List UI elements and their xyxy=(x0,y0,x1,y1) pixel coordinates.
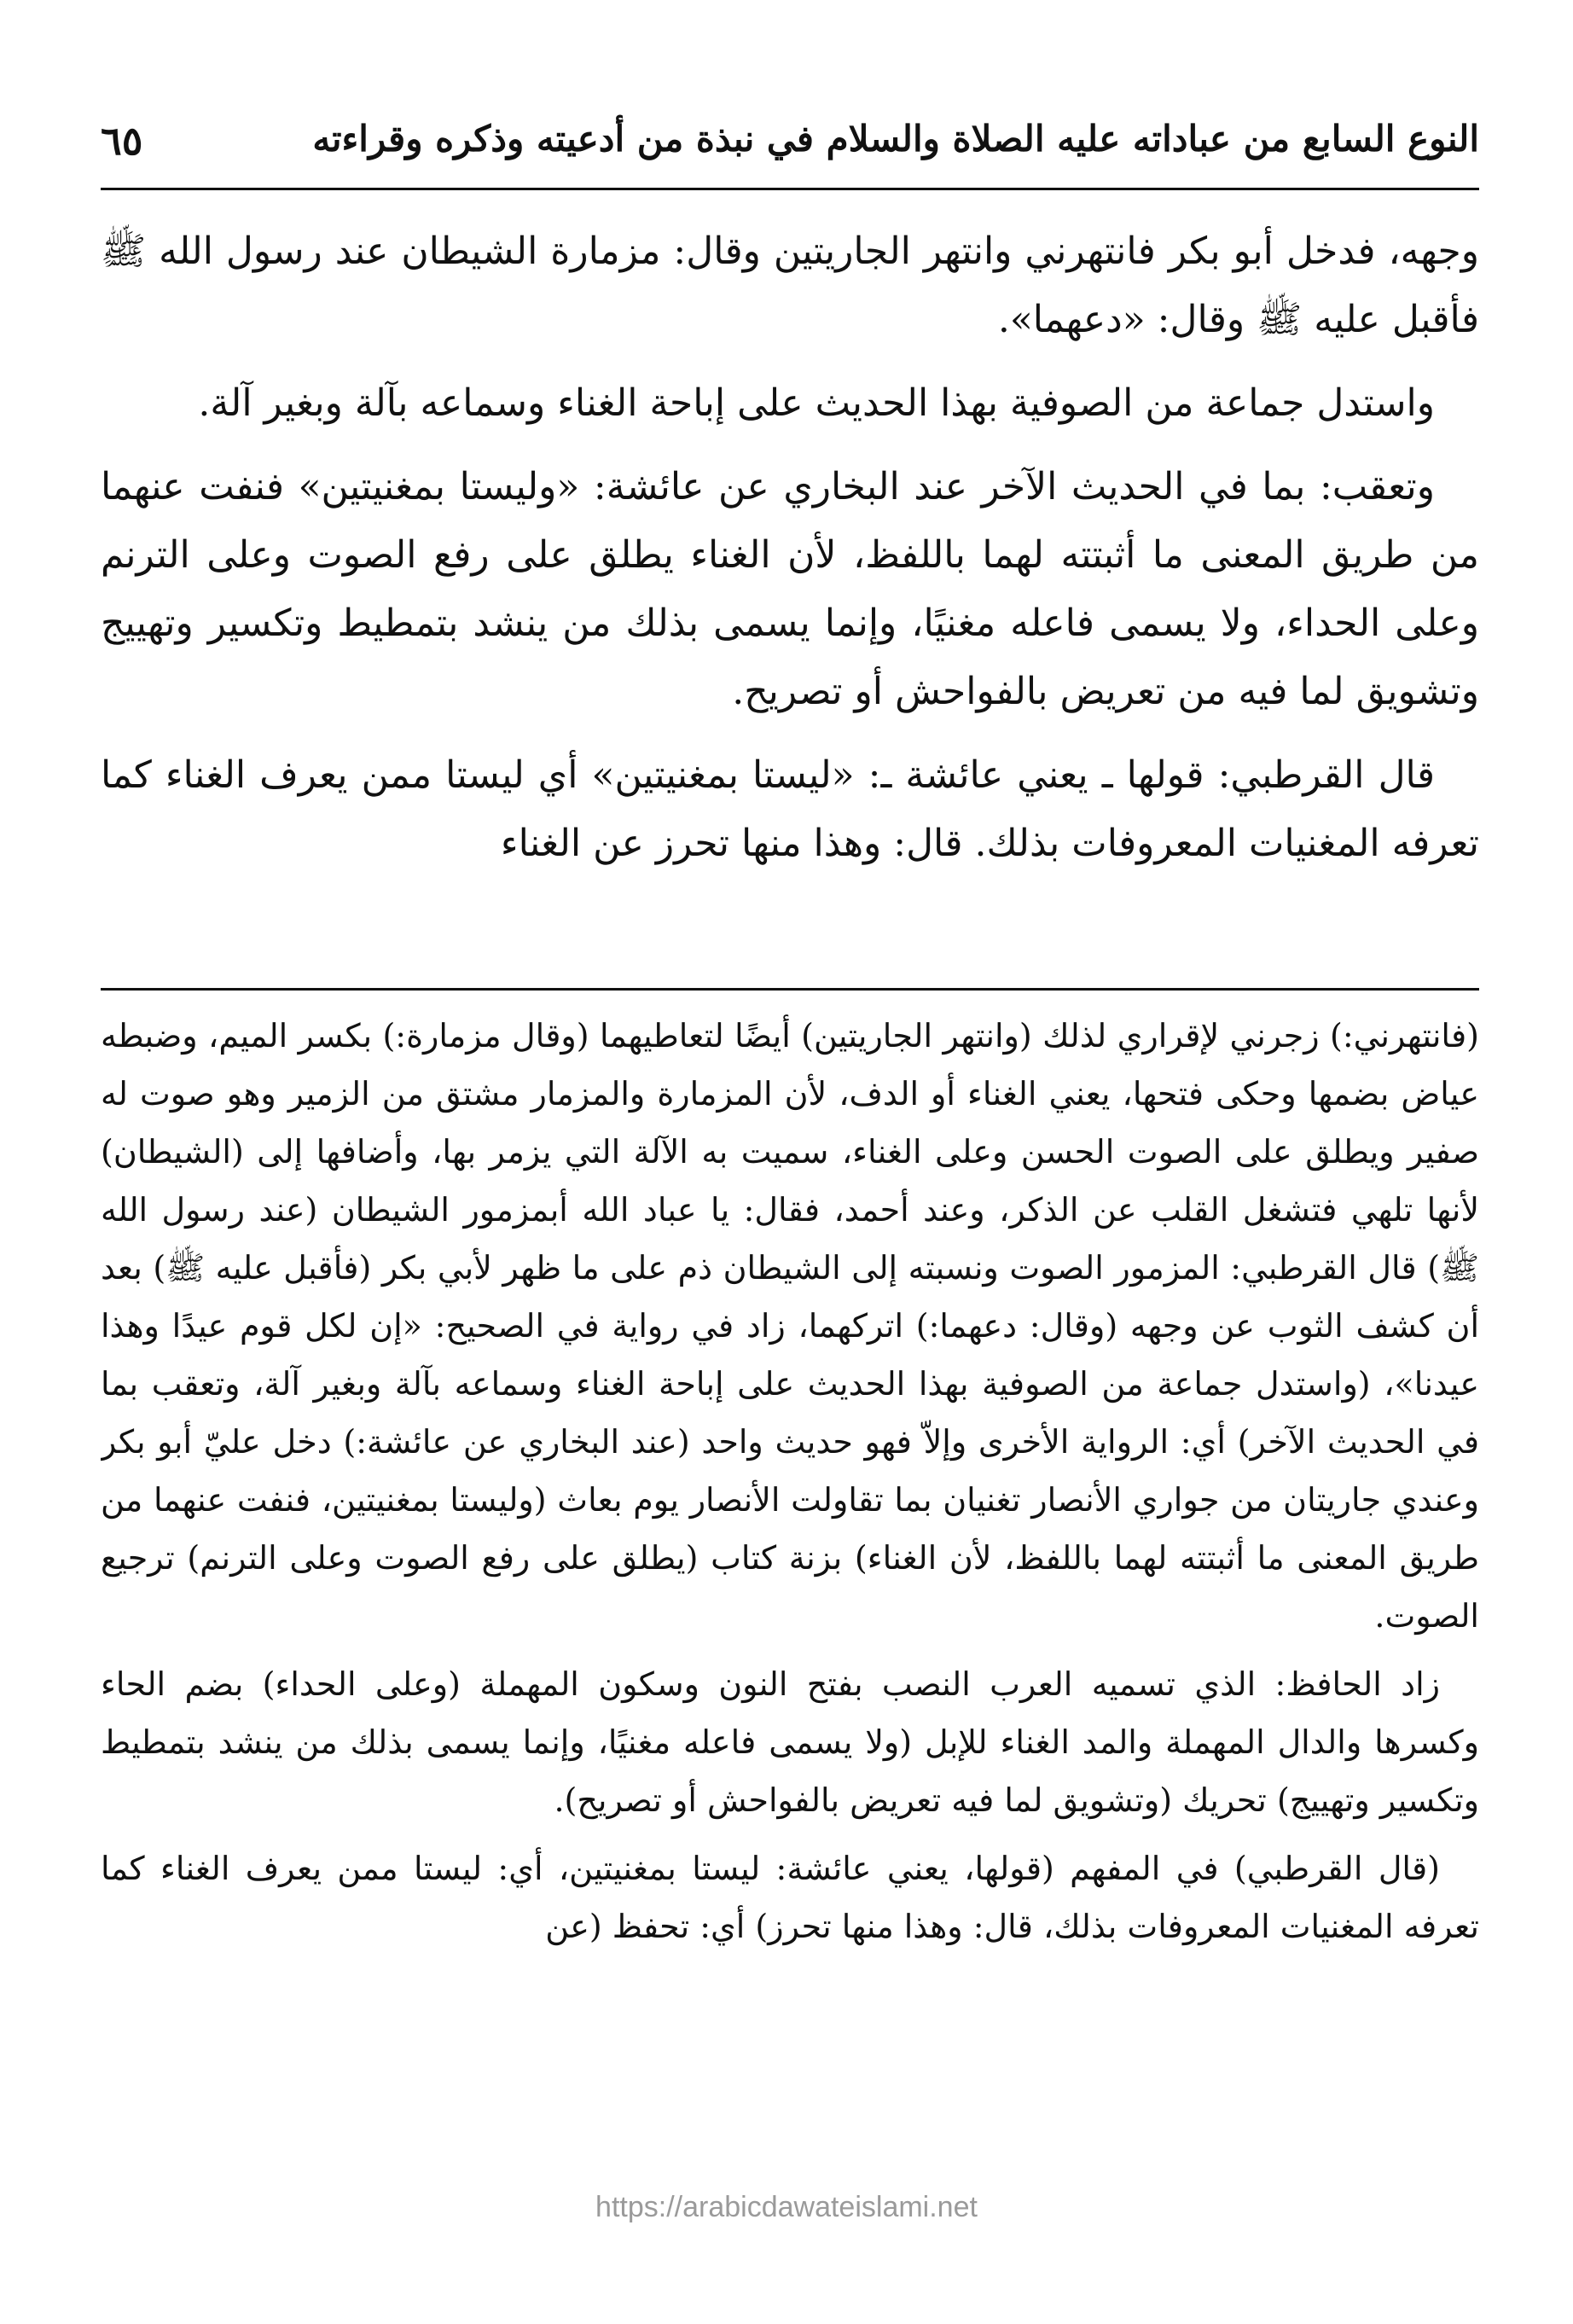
main-paragraph: وتعقب: بما في الحديث الآخر عند البخاري عن عائشة: «وليستا بمغنيتين» فنفت عنهما من طريق المعنى ما أثبتته لهما باللفظ، لأن الغناء يطلق على رفع الصوت وعلى الترنم وعلى الحداء، ولا يسمى فاعله مغنيًا، وإنما يسمى بذلك من ينشد بتمطيط وتكسير وتهييج وتشويق لما فيه من تعريض بالفواحش أو تصريح. xyxy=(101,465,1479,713)
watermark-url: https://arabicdawateislami.net xyxy=(595,2191,978,2223)
main-paragraph: واستدل جماعة من الصوفية بهذا الحديث على إباحة الغناء وسماعه بآلة وبغير آلة. xyxy=(198,381,1435,425)
footnote-divider xyxy=(101,988,1479,991)
running-header xyxy=(101,109,1479,190)
main-paragraph: وجهه، فدخل أبو بكر فانتهرني وانتهر الجاريتين وقال: مزمارة الشيطان عند رسول الله ﷺ فأقبل عليه ﷺ وقال: «دعهما». xyxy=(101,229,1479,341)
main-text-body xyxy=(101,218,1479,977)
page-number: ٦٥ xyxy=(101,118,143,164)
header-title: النوع السابع من عباداته عليه الصلاة والسلام في نبذة من أدعيته وذكره وقراءته xyxy=(312,118,1479,160)
note-paragraph: (قال القرطبي) في المفهم (قولها، يعني عائشة: ليستا بمغنيتين، أي: ليستا ممن يعرف الغناء كما تعرفه المغنيات المعروفات بذلك، قال: وهذا منها تحرز) أي: تحفظ (عن xyxy=(101,1850,1479,1945)
note-paragraph: زاد الحافظ: الذي تسميه العرب النصب بفتح النون وسكون المهملة (وعلى الحداء) بضم الحاء وكسرها والدال المهملة والمد الغناء للإبل (ولا يسمى فاعله مغنيًا، وإنما يسمى بذلك من ينشد بتمطيط وتكسير وتهييج) تحريك (وتشويق لما فيه تعريض بالفواحش أو تصريح). xyxy=(101,1665,1479,1819)
commentary-notes xyxy=(101,1007,1479,2184)
main-paragraph: قال القرطبي: قولها ـ يعني عائشة ـ: «ليستا بمغنيتين» أي ليستا ممن يعرف الغناء كما تعرفه المغنيات المعروفات بذلك. قال: وهذا منها تحرز عن الغناء xyxy=(101,753,1479,865)
note-paragraph: (فانتهرني:) زجرني لإقراري لذلك (وانتهر الجاريتين) أيضًا لتعاطيهما (وقال مزمارة:) بكسر الميم، وضبطه عياض بضمها وحكى فتحها، يعني الغناء أو الدف، لأن المزمارة والمزمار مشتق من الزمير وهو صوت له صفير ويطلق على الصوت الحسن وعلى الغناء، سميت به الآلة التي يزمر بها، وأضافها إلى (الشيطان) لأنها تلهي فتشغل القلب عن الذكر، وعند أحمد، فقال: يا عباد الله أبمزمور الشيطان (عند رسول الله ﷺ) قال القرطبي: المزمور الصوت ونسبته إلى الشيطان ذم على ما ظهر لأبي بكر (فأقبل عليه ﷺ) بعد أن كشف الثوب عن وجهه (وقال: دعهما:) اتركهما، زاد في رواية في الصحيح: «إن لكل قوم عيدًا وهذا عيدنا»، (واستدل جماعة من الصوفية بهذا الحديث على إباحة الغناء وسماعه بآلة وبغير آلة، وتعقب بما في الحديث الآخر) أي: الرواية الأخرى وإلاّ فهو حديث واحد (عند البخاري عن عائشة:) دخل عليّ أبو بكر وعندي جاريتان من جواري الأنصار تغنيان بما تقاولت الأنصار يوم بعاث (وليستا بمغنيتين، فنفت عنهما من طريق المعنى ما أثبتته لهما باللفظ، لأن الغناء) بزنة كتاب (يطلق على رفع الصوت وعلى الترنم) ترجيع الصوت. xyxy=(101,1017,1479,1635)
